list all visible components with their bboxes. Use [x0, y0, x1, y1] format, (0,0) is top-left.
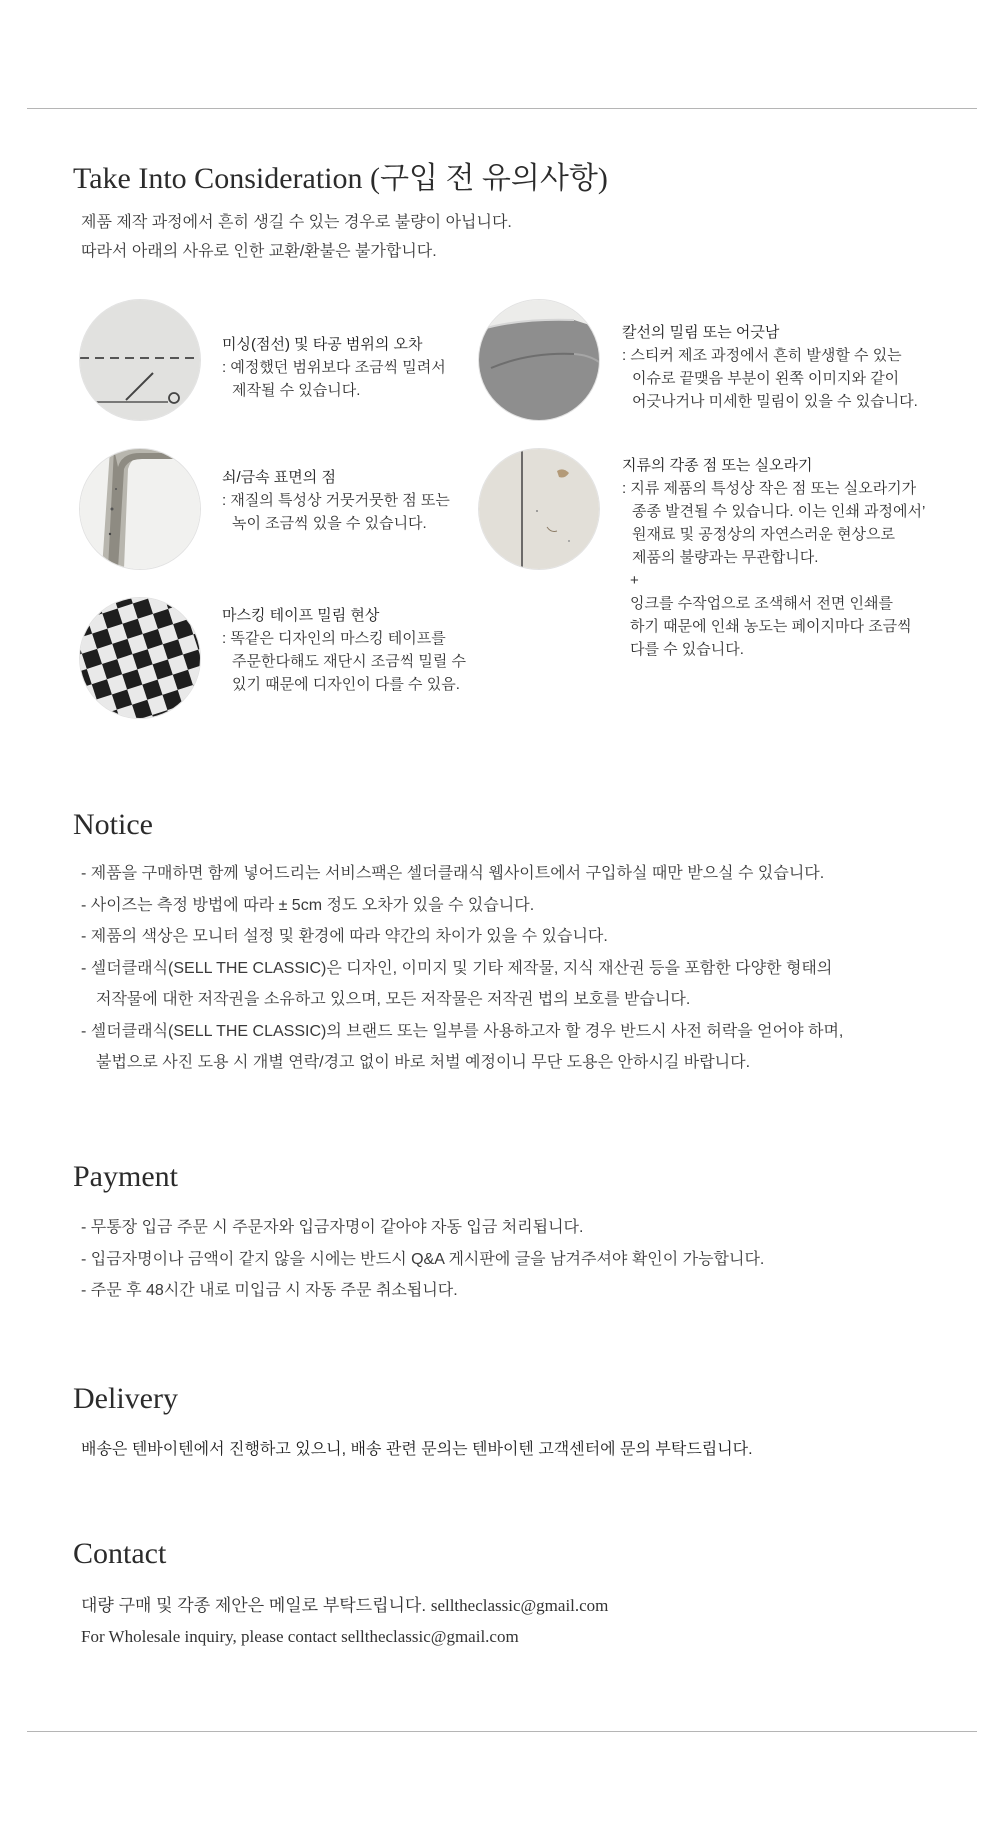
- contact-block: [81, 1590, 608, 1652]
- list-item: - 제품을 구매하면 함께 넣어드리는 서비스팩은 셀더클래식 웹사이트에서 구입하실 때만 받으실 수 있습니다.: [81, 865, 825, 882]
- contact-text: 대량 구매 및 각종 제안은 메일로 부탁드립니다.: [81, 1596, 427, 1615]
- top-divider: [27, 108, 977, 109]
- contact-title: Contact: [73, 1537, 167, 1570]
- list-item: - 주문 후 48시간 내로 미입금 시 자동 주문 취소됩니다.: [81, 1282, 458, 1299]
- cutline-description: 칼선의 밀림 또는 어긋남 : 스티커 제조 과정에서 흔히 발생할 수 있는 이슈로 끝맺음 부분이 왼쪽 이미지와 같이 어긋나거나 미세한 밀림이 있을 수 있습니다.: [622, 324, 918, 410]
- list-item: - 무통장 입금 주문 시 주문자와 입금자명이 같아야 자동 입금 처리됩니다.: [81, 1219, 584, 1236]
- payment-title: Payment: [73, 1160, 178, 1193]
- list-item: - 셀더클래식(SELL THE CLASSIC)의 브랜드 또는 일부를 사용하고자 할 경우 반드시 사전 허락을 얻어야 하며, 불법으로 사진 도용 시 개별 연락/경고 없이 바로 처벌 예정이니 무단 도용은 안하시길 바랍니다.: [81, 1022, 844, 1071]
- checker-tape-image: [80, 598, 200, 718]
- delivery-text: 배송은 텐바이텐에서 진행하고 있으니, 배송 관련 문의는 텐바이텐 고객센터에 문의 부탁드립니다.: [81, 1441, 753, 1458]
- perforation-line-image: [80, 300, 200, 420]
- notice-title: Notice: [73, 808, 153, 841]
- intro-line: 따라서 아래의 사유로 인한 교환/환불은 불가합니다.: [81, 243, 437, 260]
- paper-speck-description: 지류의 각종 점 또는 실오라기 : 지류 제품의 특성상 작은 점 또는 실오라기가 종종 발견될 수 있습니다. 이는 인쇄 과정에서’ 원재료 및 공정상의 자연스러운 현상으로 제품의 불량과는 무관합니다. + 잉크를 수작업으로 조색해서 전면 인쇄를 하기 때문에 인쇄 농도는 페이지마다 조금씩 다를 수 있습니다.: [622, 457, 926, 658]
- contact-email-link[interactable]: selltheclassic@gmail.com: [430, 1596, 609, 1615]
- masking-tape-description: 마스킹 테이프 밀림 현상 : 똑같은 디자인의 마스킹 테이프를 주문한다해도 재단시 조금씩 밀릴 수 있기 때문에 디자인이 다를 수 있음.: [222, 607, 467, 693]
- sticker-cutline-image: [479, 300, 599, 420]
- list-item: - 입금자명이나 금액이 같지 않을 시에는 반드시 Q&A 게시판에 글을 남겨주셔야 확인이 가능합니다.: [81, 1250, 765, 1268]
- list-item: - 사이즈는 측정 방법에 따라 ± 5cm 정도 오차가 있을 수 있습니다.: [81, 896, 535, 914]
- contact-line-ko: [81, 1590, 608, 1621]
- metal-surface-description: 쇠/금속 표면의 점 : 재질의 특성상 거뭇거뭇한 점 또는 녹이 조금씩 있을 수 있습니다.: [222, 469, 450, 532]
- list-item: - 셀더클래식(SELL THE CLASSIC)은 디자인, 이미지 및 기타 제작물, 지식 재산권 등을 포함한 다양한 형태의 저작물에 대한 저작권을 소유하고 있으며, 모든 저작물은 저작권 법의 보호를 받습니다.: [81, 959, 833, 1008]
- list-item: - 제품의 색상은 모니터 설정 및 환경에 따라 약간의 차이가 있을 수 있습니다.: [81, 928, 608, 945]
- bottom-divider: [27, 1731, 977, 1732]
- payment-list: [81, 1212, 764, 1307]
- paper-speck-image: [479, 449, 599, 569]
- consideration-intro: [81, 208, 512, 266]
- intro-line: 제품 제작 과정에서 흔히 생길 수 있는 경우로 불량이 아닙니다.: [81, 214, 512, 231]
- notice-list: [81, 858, 843, 1079]
- consideration-title: Take Into Consideration (구입 전 유의사항): [73, 162, 608, 195]
- perforation-description: 미싱(점선) 및 타공 범위의 오차 : 예정했던 범위보다 조금씩 밀려서 제작될 수 있습니다.: [222, 336, 446, 399]
- delivery-title: Delivery: [73, 1382, 178, 1415]
- contact-line-en: For Wholesale inquiry, please contact selltheclassic@gmail.com: [81, 1627, 519, 1646]
- metal-surface-image: [80, 449, 200, 569]
